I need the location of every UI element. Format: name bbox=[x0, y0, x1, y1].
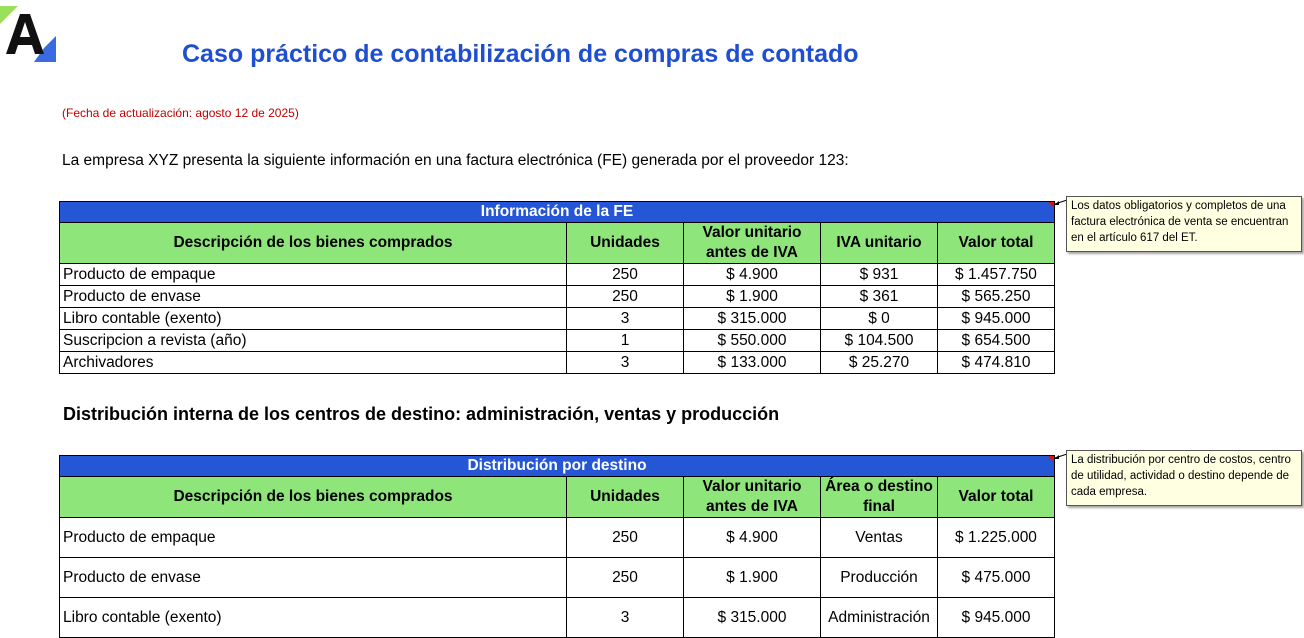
header-description: Descripción de los bienes comprados bbox=[60, 477, 567, 518]
brand-logo bbox=[0, 6, 60, 66]
cell: $ 315.000 bbox=[684, 308, 821, 330]
cell: $ 361 bbox=[821, 286, 938, 308]
cell: 3 bbox=[567, 598, 684, 638]
table-row bbox=[60, 264, 1055, 286]
cell: $ 4.900 bbox=[684, 518, 821, 558]
cell: Producción bbox=[821, 558, 938, 598]
table-row bbox=[60, 308, 1055, 330]
table-row bbox=[60, 286, 1055, 308]
section-subtitle: Distribución interna de los centros de destino: administración, ventas y producción bbox=[63, 404, 780, 424]
table-row bbox=[60, 352, 1055, 374]
cell: $ 1.900 bbox=[684, 558, 821, 598]
header-units: Unidades bbox=[567, 223, 684, 264]
table-row bbox=[60, 598, 1055, 638]
header-description: Descripción de los bienes comprados bbox=[60, 223, 567, 264]
cell: $ 25.270 bbox=[821, 352, 938, 374]
cell: Producto de empaque bbox=[60, 518, 567, 558]
cell: $ 0 bbox=[821, 308, 938, 330]
cell: $ 1.900 bbox=[684, 286, 821, 308]
page-title: Caso práctico de contabilización de compras de contado bbox=[182, 40, 859, 68]
cell: Administración bbox=[821, 598, 938, 638]
header-unit-value: Valor unitario antes de IVA bbox=[684, 477, 821, 518]
fe-info-band: Información de la FE bbox=[60, 202, 1055, 223]
intro-text: La empresa XYZ presenta la siguiente información en una factura electrónica (FE) generada por el proveedor 123: bbox=[62, 152, 849, 169]
header-units: Unidades bbox=[567, 477, 684, 518]
cell: Producto de envase bbox=[60, 558, 567, 598]
cell: Ventas bbox=[821, 518, 938, 558]
cell: $ 104.500 bbox=[821, 330, 938, 352]
cell: $ 4.900 bbox=[684, 264, 821, 286]
cell: Producto de empaque bbox=[60, 264, 567, 286]
comment-note-fe: Los datos obligatorios y completos de una factura electrónica de venta se encuentran en el artículo 617 del ET. bbox=[1066, 196, 1302, 252]
header-unit-vat: IVA unitario bbox=[821, 223, 938, 264]
cell: $ 945.000 bbox=[938, 308, 1055, 330]
header-destination: Área o destino final bbox=[821, 477, 938, 518]
cell: $ 550.000 bbox=[684, 330, 821, 352]
cell: 250 bbox=[567, 558, 684, 598]
table-row bbox=[60, 558, 1055, 598]
cell: Libro contable (exento) bbox=[60, 308, 567, 330]
cell: $ 931 bbox=[821, 264, 938, 286]
comment-note-distribution: La distribución por centro de costos, centro de utilidad, actividad o destino depende de cada empresa. bbox=[1066, 450, 1302, 506]
cell: $ 565.250 bbox=[938, 286, 1055, 308]
update-date: (Fecha de actualización: agosto 12 de 2025) bbox=[62, 106, 299, 120]
cell: 1 bbox=[567, 330, 684, 352]
cell: $ 315.000 bbox=[684, 598, 821, 638]
cell: Libro contable (exento) bbox=[60, 598, 567, 638]
cell: $ 133.000 bbox=[684, 352, 821, 374]
cell: 3 bbox=[567, 352, 684, 374]
cell: 250 bbox=[567, 518, 684, 558]
cell: $ 654.500 bbox=[938, 330, 1055, 352]
cell: Producto de envase bbox=[60, 286, 567, 308]
table-row bbox=[60, 518, 1055, 558]
header-total: Valor total bbox=[938, 477, 1055, 518]
cell: 3 bbox=[567, 308, 684, 330]
header-unit-value: Valor unitario antes de IVA bbox=[684, 223, 821, 264]
fe-info-table bbox=[59, 201, 1055, 374]
cell: $ 1.225.000 bbox=[938, 518, 1055, 558]
cell: 250 bbox=[567, 264, 684, 286]
cell: $ 475.000 bbox=[938, 558, 1055, 598]
cell: $ 945.000 bbox=[938, 598, 1055, 638]
distribution-band: Distribución por destino bbox=[60, 456, 1055, 477]
cell: $ 1.457.750 bbox=[938, 264, 1055, 286]
table-row bbox=[60, 330, 1055, 352]
distribution-table bbox=[59, 455, 1055, 638]
header-total: Valor total bbox=[938, 223, 1055, 264]
cell: Archivadores bbox=[60, 352, 567, 374]
cell: 250 bbox=[567, 286, 684, 308]
cell: $ 474.810 bbox=[938, 352, 1055, 374]
cell: Suscripcion a revista (año) bbox=[60, 330, 567, 352]
